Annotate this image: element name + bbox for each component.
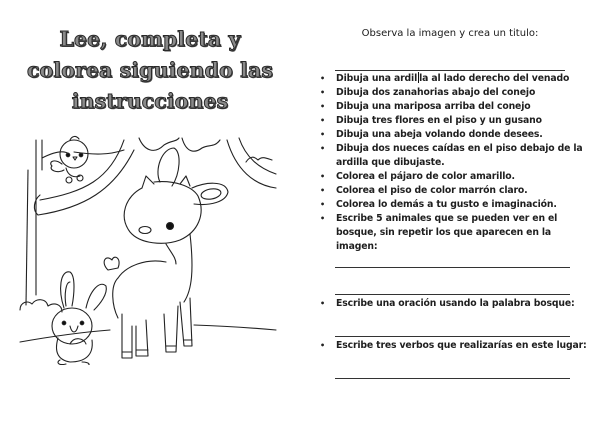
instruction-item: • Colorea el piso de color marrón claro. bbox=[320, 185, 528, 196]
ground-line bbox=[20, 330, 110, 342]
sentence-answer-line[interactable] bbox=[335, 336, 570, 337]
bird-icon bbox=[51, 136, 88, 183]
title-line-1: Lee, completa y bbox=[59, 27, 241, 51]
fawn-icon bbox=[104, 148, 228, 358]
bullet-icon: • bbox=[320, 116, 325, 125]
worksheet-title bbox=[0, 24, 300, 117]
animals-answer-line[interactable] bbox=[335, 267, 570, 268]
title-line-2: colorea siguiendo las bbox=[26, 58, 274, 82]
instruction-item: • Dibuja una abeja volando donde desees. bbox=[320, 129, 543, 140]
title-answer-line[interactable] bbox=[335, 70, 565, 71]
instruction-item-verbs: • Escribe tres verbos que realizarías en este lugar: bbox=[320, 340, 587, 351]
bullet-icon: • bbox=[320, 102, 325, 111]
instruction-item: • Colorea lo demás a tu gusto e imaginación. bbox=[320, 199, 557, 210]
instruction-item: • Dibuja dos nueces caídas en el piso debajo de la ardilla que dibujaste. bbox=[320, 143, 583, 168]
instruction-item: • Colorea el pájaro de color amarillo. bbox=[320, 171, 515, 182]
title-line-3: instrucciones bbox=[71, 89, 229, 113]
instruction-item: • Dibuja tres flores en el piso y un gusano bbox=[320, 115, 542, 126]
bullet-icon: • bbox=[320, 74, 325, 83]
title-prompt: Observa la imagen y crea un titulo: bbox=[361, 28, 539, 39]
right-column bbox=[300, 0, 600, 424]
instruction-list bbox=[300, 72, 600, 254]
instruction-item: • Dibuja dos zanahorias abajo del conejo bbox=[320, 87, 536, 98]
bunny-icon bbox=[52, 272, 106, 365]
bullet-icon: • bbox=[320, 341, 325, 350]
instruction-item-sentence: • Escribe una oración usando la palabra bosque: bbox=[320, 298, 575, 309]
verbs-answer-line[interactable] bbox=[335, 378, 570, 379]
bullet-icon: • bbox=[320, 172, 325, 181]
bullet-icon: • bbox=[320, 186, 325, 195]
bullet-icon: • bbox=[320, 88, 325, 97]
bullet-icon: • bbox=[320, 299, 325, 308]
instruction-item: • Dibuja una ardil la al lado derecho del venado bbox=[320, 73, 570, 84]
instruction-item: • Escribe 5 animales que se pueden ver en el bosque, sin repetir los que aparecen en la imagen: bbox=[320, 213, 558, 252]
bullet-icon: • bbox=[320, 200, 325, 209]
forest-animals-illustration bbox=[14, 130, 279, 365]
tree-icon bbox=[20, 138, 276, 312]
bullet-icon: • bbox=[320, 130, 325, 139]
animals-answer-line-2[interactable] bbox=[335, 294, 570, 295]
bullet-icon: • bbox=[320, 214, 325, 223]
bullet-icon: • bbox=[320, 144, 325, 153]
instruction-item: • Dibuja una mariposa arriba del conejo bbox=[320, 101, 531, 112]
